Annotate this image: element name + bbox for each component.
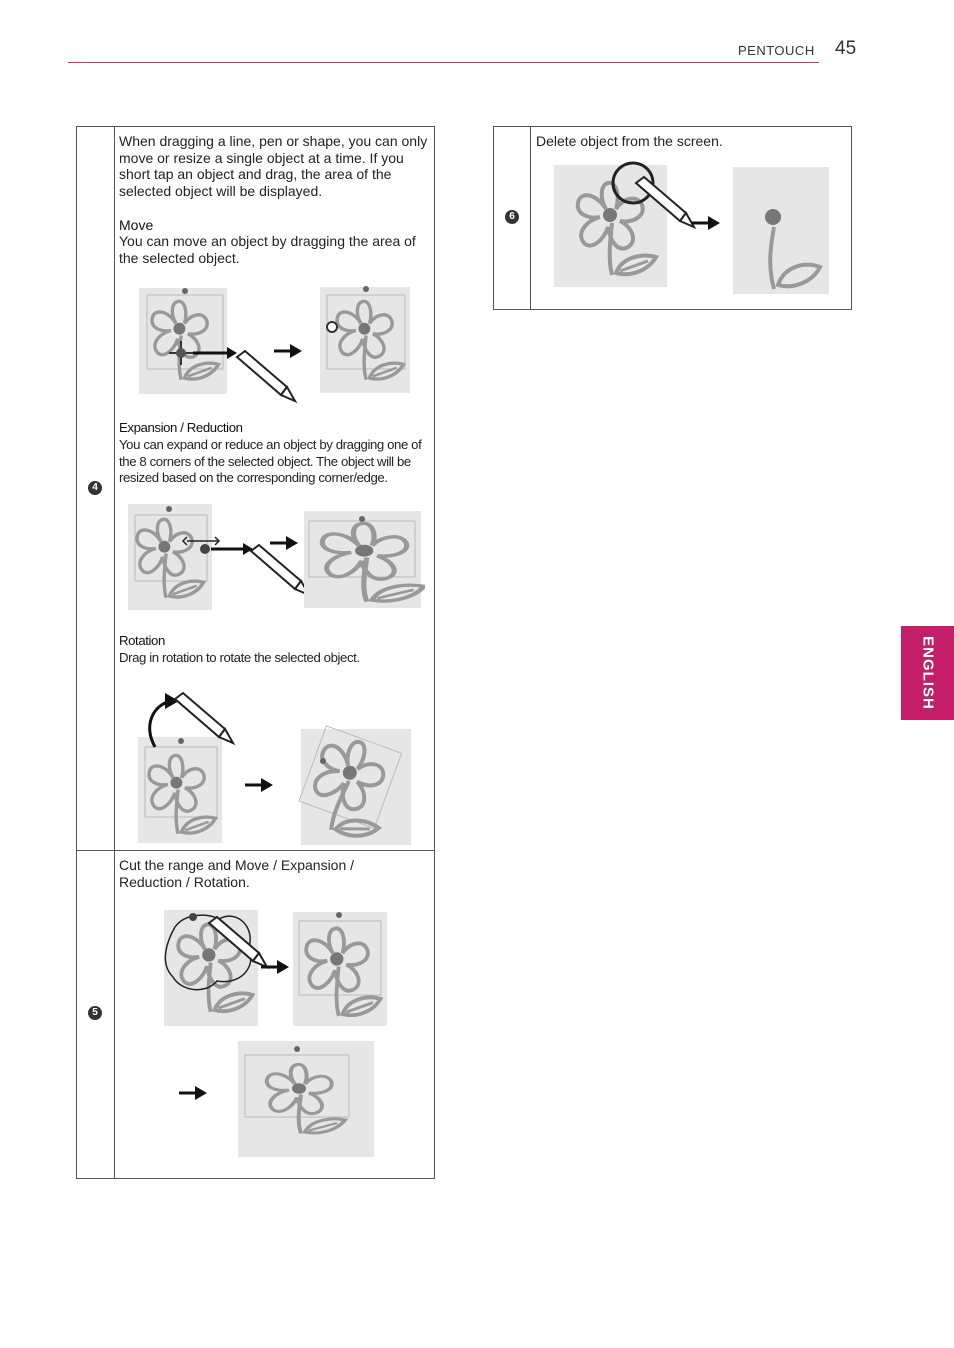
row4-intro: When dragging a line, pen or shape, you can only move or resize a single object at a time. If you short tap an object and drag, the area of the selected object will be displayed. [119, 133, 428, 200]
step-marker-4: 4 [88, 481, 102, 495]
rotation-description: Drag in rotation to rotate the selected object. [119, 650, 360, 665]
delete-illustration [552, 159, 832, 299]
rotation-heading: Rotation [119, 633, 165, 648]
expansion-illustration [125, 501, 425, 613]
move-description: You can move an object by dragging the area of the selected object. [119, 233, 416, 266]
expansion-description: You can expand or reduce an object by dragging one of the 8 corners of the selected object. The object will be resized based on the corresponding corner/edge. [119, 437, 422, 486]
step-marker-6: 6 [505, 210, 519, 224]
header-divider [68, 62, 819, 63]
right-instruction-table [493, 126, 852, 310]
step-marker-5: 5 [88, 1006, 102, 1020]
row6-description: Delete object from the screen. [536, 133, 723, 149]
expansion-heading: Expansion / Reduction [119, 420, 243, 435]
page-number: 45 [835, 38, 857, 59]
row5-description: Cut the range and Move / Expansion / Reduction / Rotation. [119, 857, 355, 890]
language-tab [901, 626, 954, 720]
cut-range-illustration [157, 907, 397, 1031]
cut-range-result-illustration [177, 1039, 377, 1159]
move-illustration [137, 285, 427, 403]
section-title: PENTOUCH [738, 43, 815, 58]
language-tab-label: ENGLISH [919, 636, 936, 710]
rotation-illustration [135, 691, 425, 845]
left-instruction-table [76, 126, 435, 1179]
move-heading: Move [119, 217, 154, 233]
